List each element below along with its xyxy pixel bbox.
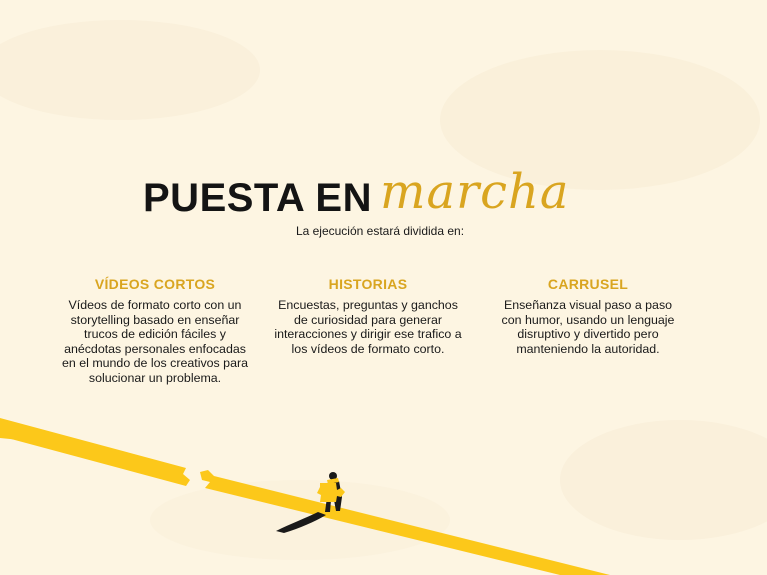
person-shadow bbox=[276, 512, 326, 533]
road-stripe-left bbox=[0, 418, 190, 486]
column-carrusel bbox=[493, 276, 683, 356]
road-stripe-right bbox=[200, 470, 610, 575]
column-historias bbox=[273, 276, 463, 356]
column-heading: CARRUSEL bbox=[547, 276, 629, 292]
slide-title bbox=[143, 164, 643, 228]
title-main: PUESTA EN bbox=[143, 176, 372, 220]
column-body: Encuestas, preguntas y ganchos de curiosidad para generar interacciones y dirigir ese trafico a los vídeos de formato corto. bbox=[274, 298, 462, 356]
column-videos-cortos bbox=[60, 276, 250, 386]
subtitle: La ejecución estará dividida en: bbox=[295, 224, 465, 238]
column-body: Vídeos de formato corto con un storytelling basado en enseñar trucos de edición fáciles y anécdotas personales enfocadas en el mundo de los creativos para solucionar un problema. bbox=[62, 298, 248, 385]
column-body: Enseñanza visual paso a paso con humor, usando un lenguaje disruptivo y divertido pero manteniendo la autoridad. bbox=[501, 298, 675, 356]
column-heading: HISTORIAS bbox=[328, 276, 408, 292]
road-illustration bbox=[0, 400, 767, 575]
column-heading: VÍDEOS CORTOS bbox=[94, 276, 216, 292]
title-script: marcha bbox=[380, 164, 570, 220]
